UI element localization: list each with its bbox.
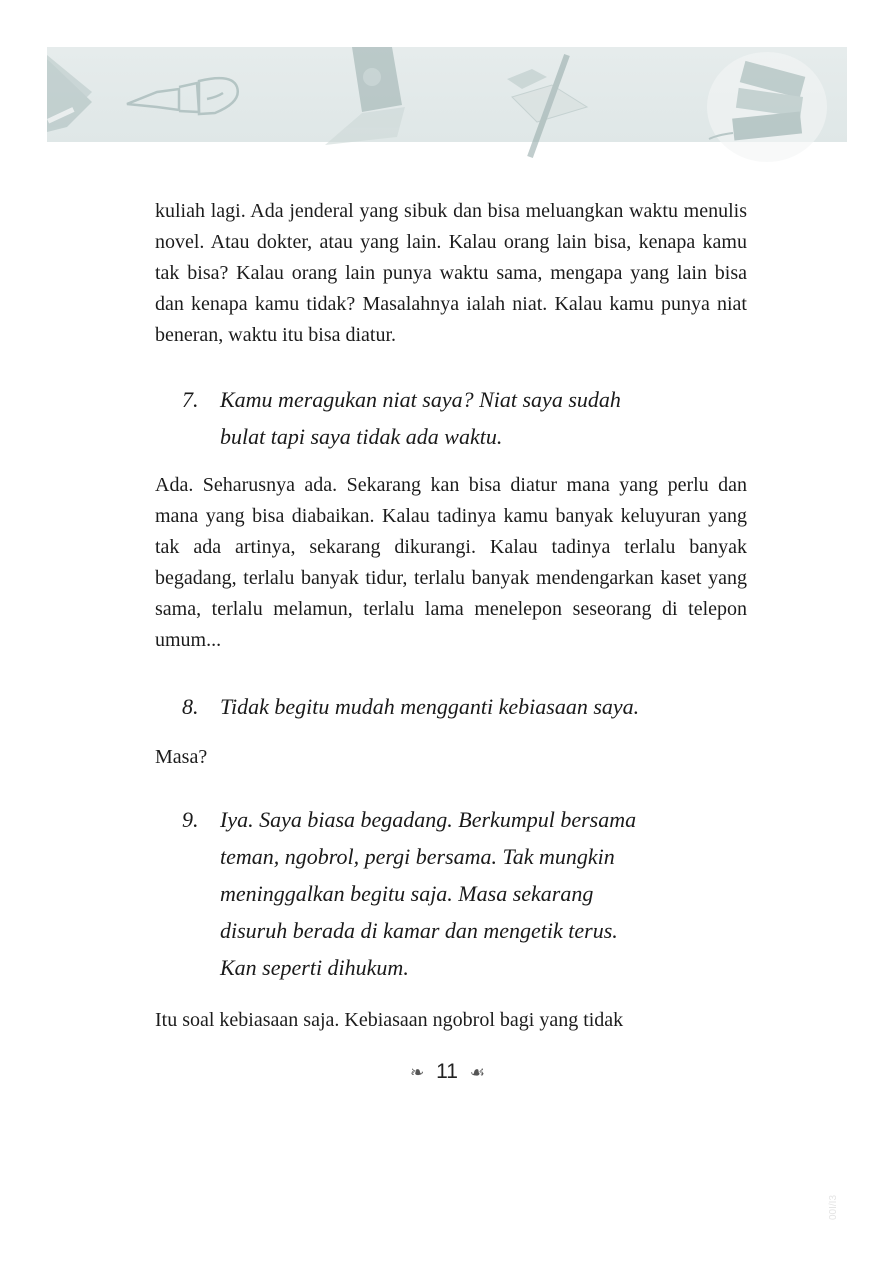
ornament-left-icon: ❧ — [410, 1063, 425, 1083]
side-print-code: 00I/I3 — [828, 1194, 839, 1220]
page-number: 11 — [436, 1060, 458, 1083]
paragraph-2: Ada. Seharusnya ada. Sekarang kan bisa diatur mana yang perlu dan mana yang bisa diabaikan. Kalau tadinya kamu banyak keluyuran yang tak ada artinya, sekarang dikurangi. Kalau tadinya terlalu banyak begadang, terlalu banyak tidur, terlalu banyak mendengarkan kaset yang sama, terlalu melamun, terlalu lama menelepon seseorang di telepon umum... — [155, 474, 747, 651]
question-9-number: 9. — [182, 807, 199, 832]
question-7-line-2: bulat tapi saya tidak ada waktu. — [220, 424, 503, 449]
question-9-line-2: teman, ngobrol, pergi bersama. Tak mungkin — [220, 844, 615, 869]
page-footer — [0, 1060, 895, 1084]
paragraph-3: Masa? — [155, 746, 208, 768]
book-icon — [47, 55, 92, 132]
question-8-line-1: Tidak begitu mudah mengganti kebiasaan saya. — [220, 694, 640, 719]
question-9-line-3: meninggalkan begitu saja. Masa sekarang — [220, 881, 594, 906]
question-7-line-1: Kamu meragukan niat saya? Niat saya sudah — [220, 387, 621, 412]
question-8 — [182, 688, 747, 725]
question-7 — [182, 381, 747, 455]
question-9 — [182, 801, 747, 986]
question-9-line-1: Iya. Saya biasa begadang. Berkumpul bersama — [220, 807, 637, 832]
page-content — [155, 0, 747, 1124]
question-9-line-5: Kan seperti dihukum. — [220, 955, 409, 980]
question-7-number: 7. — [182, 387, 199, 412]
question-9-line-4: disuruh berada di kamar dan mengetik terus. — [220, 918, 618, 943]
question-8-number: 8. — [182, 694, 199, 719]
paragraph-1: kuliah lagi. Ada jenderal yang sibuk dan bisa meluangkan waktu menulis novel. Atau dokter, atau yang lain. Kalau orang lain bisa, kenapa kamu tak bisa? Kalau orang lain punya waktu sama, mengapa yang lain bisa dan kenapa kamu tidak? Masalahnya ialah niat. Kalau kamu punya niat beneran, waktu itu bisa diatur. — [155, 200, 747, 346]
paragraph-4: Itu soal kebiasaan saja. Kebiasaan ngobrol bagi yang tidak — [155, 1009, 624, 1031]
ornament-right-icon: ☙ — [469, 1063, 485, 1083]
